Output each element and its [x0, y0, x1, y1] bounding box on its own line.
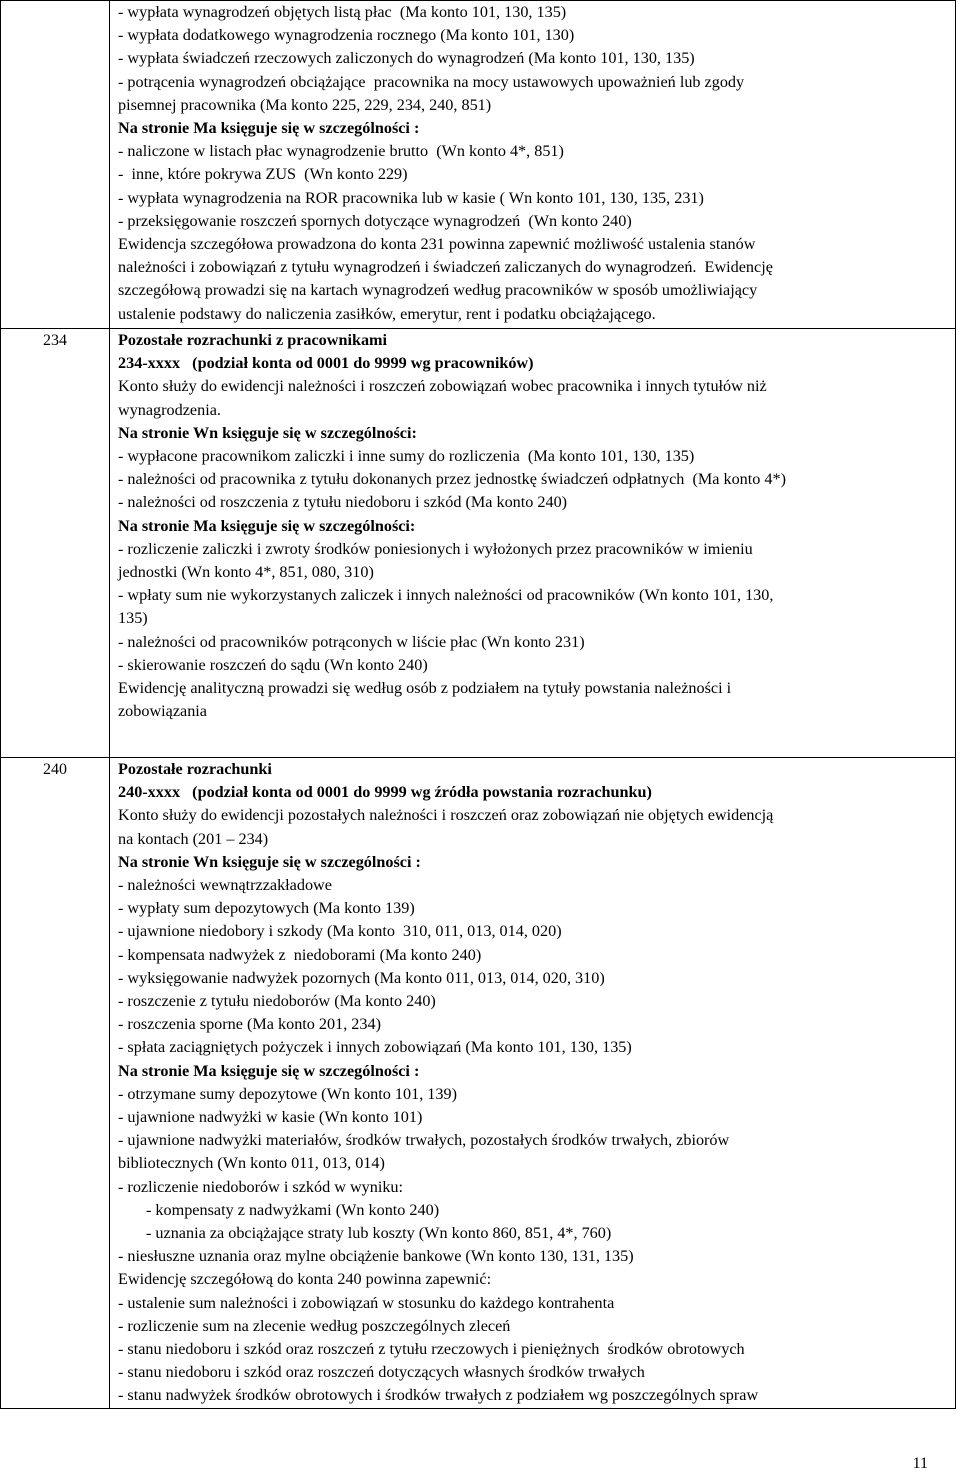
text-line: - inne, które pokrywa ZUS (Wn konto 229): [118, 165, 408, 184]
table-row: [1, 758, 956, 1409]
text-line: - rozliczenie sum na zlecenie według poszczególnych zleceń: [118, 1316, 511, 1335]
account-number-cell: [1, 329, 110, 758]
text-line: Ewidencja szczegółowa prowadzona do konta 231 powinna zapewnić możliwość ustalenia stanów: [118, 235, 756, 254]
account-description-cell: [110, 1, 956, 329]
text-line: - niesłuszne uznania oraz mylne obciążenie bankowe (Wn konto 130, 131, 135): [118, 1247, 634, 1266]
text-line: na kontach (201 – 234): [118, 829, 269, 848]
text-line: - wypłacone pracownikom zaliczki i inne sumy do rozliczenia (Ma konto 101, 130, 135): [118, 447, 695, 466]
text-line: - otrzymane sumy depozytowe (Wn konto 101, 139): [118, 1084, 457, 1103]
text-line: - roszczenia sporne (Ma konto 201, 234): [118, 1015, 381, 1034]
section-heading: 240-xxxx (podział konta od 0001 do 9999 wg źródła powstania rozrachunku): [118, 783, 652, 802]
text-line: 135): [118, 609, 148, 628]
table-row: [1, 329, 956, 758]
section-heading: Pozostałe rozrachunki: [118, 760, 272, 778]
text-line: - ujawnione niedobory i szkody (Ma konto 310, 011, 013, 014, 020): [118, 922, 562, 941]
account-number: 240: [43, 761, 67, 778]
text-line: należności i zobowiązań z tytułu wynagrodzeń i świadczeń zaliczanych do wynagrodzeń. Ewidencję: [118, 258, 773, 277]
text-line: - potrącenia wynagrodzeń obciążające pracownika na mocy ustawowych upoważnień lub zgody: [118, 72, 745, 91]
text-line: - przeksięgowanie roszczeń spornych dotyczące wynagrodzeń (Wn konto 240): [118, 211, 632, 230]
page-number: 11: [912, 1455, 928, 1472]
text-line: Konto służy do ewidencji pozostałych należności i roszczeń oraz zobowiązań nie objętych ewidencją: [118, 806, 774, 825]
account-number-cell: [1, 758, 110, 1409]
text-line: - roszczenie z tytułu niedoborów (Ma konto 240): [118, 992, 436, 1011]
section-heading: Na stronie Ma księguje się w szczególności :: [118, 119, 420, 138]
section-heading: Na stronie Ma księguje się w szczególności:: [118, 516, 416, 535]
text-line: - ujawnione nadwyżki w kasie (Wn konto 101): [118, 1108, 423, 1127]
text-line: jednostki (Wn konto 4*, 851, 080, 310): [118, 563, 374, 582]
text-line: - rozliczenie niedoborów i szkód w wyniku:: [118, 1177, 404, 1196]
text-line: - skierowanie roszczeń do sądu (Wn konto 240): [118, 655, 428, 674]
text-line: pisemnej pracownika (Ma konto 225, 229, 234, 240, 851): [118, 95, 492, 114]
text-line: - należności wewnątrzzakładowe: [118, 876, 332, 895]
text-line: - należności od pracowników potrąconych w liście płac (Wn konto 231): [118, 632, 585, 651]
text-line: - stanu niedoboru i szkód oraz roszczeń dotyczących własnych środków trwałych: [118, 1363, 645, 1382]
text-line: - wypłata dodatkowego wynagrodzenia rocznego (Ma konto 101, 130): [118, 26, 575, 45]
text-line: - wypłaty sum depozytowych (Ma konto 139): [118, 899, 415, 918]
text-line: bibliotecznych (Wn konto 011, 013, 014): [118, 1154, 385, 1173]
text-line: Konto służy do ewidencji należności i roszczeń zobowiązań wobec pracownika i innych tytułów niż: [118, 377, 767, 396]
account-description-cell: [110, 758, 956, 1409]
text-line: Ewidencję szczegółową do konta 240 powinna zapewnić:: [118, 1270, 492, 1289]
text-line: - stanu nadwyżek środków obrotowych i środków trwałych z podziałem wg poszczególnych spraw: [118, 1386, 759, 1405]
text-line: Ewidencję analityczną prowadzi się według osób z podziałem na tytuły powstania należności i: [118, 679, 732, 698]
section-heading: Na stronie Wn księguje się w szczególności :: [118, 852, 421, 871]
text-line: ustalenie podstawy do naliczenia zasiłków, emerytur, rent i podatku obciążającego.: [118, 304, 656, 323]
section-heading: 234-xxxx (podział konta od 0001 do 9999 wg pracowników): [118, 354, 534, 373]
account-description-cell: [110, 329, 956, 758]
text-line: - naliczone w listach płac wynagrodzenie brutto (Wn konto 4*, 851): [118, 142, 564, 161]
text-line: - wpłaty sum nie wykorzystanych zaliczek i innych należności od pracowników (Wn konto 101, 130,: [118, 586, 774, 605]
text-line: - wypłata świadczeń rzeczowych zaliczonych do wynagrodzeń (Ma konto 101, 130, 135): [118, 49, 695, 68]
section-heading: Na stronie Ma księguje się w szczególności :: [118, 1061, 420, 1080]
text-line: - ustalenie sum należności i zobowiązań w stosunku do każdego kontrahenta: [118, 1293, 615, 1312]
text-line: - wypłata wynagrodzeń objętych listą płac (Ma konto 101, 130, 135): [118, 3, 567, 21]
text-line: - wypłata wynagrodzenia na ROR pracownika lub w kasie ( Wn konto 101, 130, 135, 231): [118, 188, 704, 207]
text-line: szczegółową prowadzi się na kartach wynagrodzeń według pracowników w sposób umożliwiający: [118, 281, 758, 300]
text-line: - należności od pracownika z tytułu dokonanych przez jednostkę świadczeń odpłatnych (Ma konto 4*): [118, 470, 786, 489]
text-line: zobowiązania: [118, 702, 207, 721]
text-line: - stanu niedoboru i szkód oraz roszczeń z tytułu rzeczowych i pieniężnych środków obrotowych: [118, 1340, 745, 1359]
text-line: - kompensaty z nadwyżkami (Wn konto 240): [146, 1200, 440, 1219]
text-line: - należności od roszczenia z tytułu niedoboru i szkód (Ma konto 240): [118, 493, 568, 512]
text-line: - spłata zaciągniętych pożyczek i innych zobowiązań (Ma konto 101, 130, 135): [118, 1038, 632, 1057]
text-line: - uznania za obciążające straty lub koszty (Wn konto 860, 851, 4*, 760): [146, 1224, 612, 1243]
text-line: - wyksięgowanie nadwyżek pozornych (Ma konto 011, 013, 014, 020, 310): [118, 968, 605, 987]
text-line: wynagrodzenia.: [118, 400, 221, 419]
section-heading: Pozostałe rozrachunki z pracownikami: [118, 331, 388, 349]
account-number: 234: [43, 332, 67, 349]
text-line: - rozliczenie zaliczki i zwroty środków poniesionych i wyłożonych przez pracowników w imieniu: [118, 539, 753, 558]
table-row: [1, 1, 956, 329]
text-line: - kompensata nadwyżek z niedoborami (Ma konto 240): [118, 945, 482, 964]
text-line: - ujawnione nadwyżki materiałów, środków trwałych, pozostałych środków trwałych, zbiorów: [118, 1131, 730, 1150]
account-number-cell: [1, 1, 110, 329]
section-heading: Na stronie Wn księguje się w szczególności:: [118, 423, 417, 442]
